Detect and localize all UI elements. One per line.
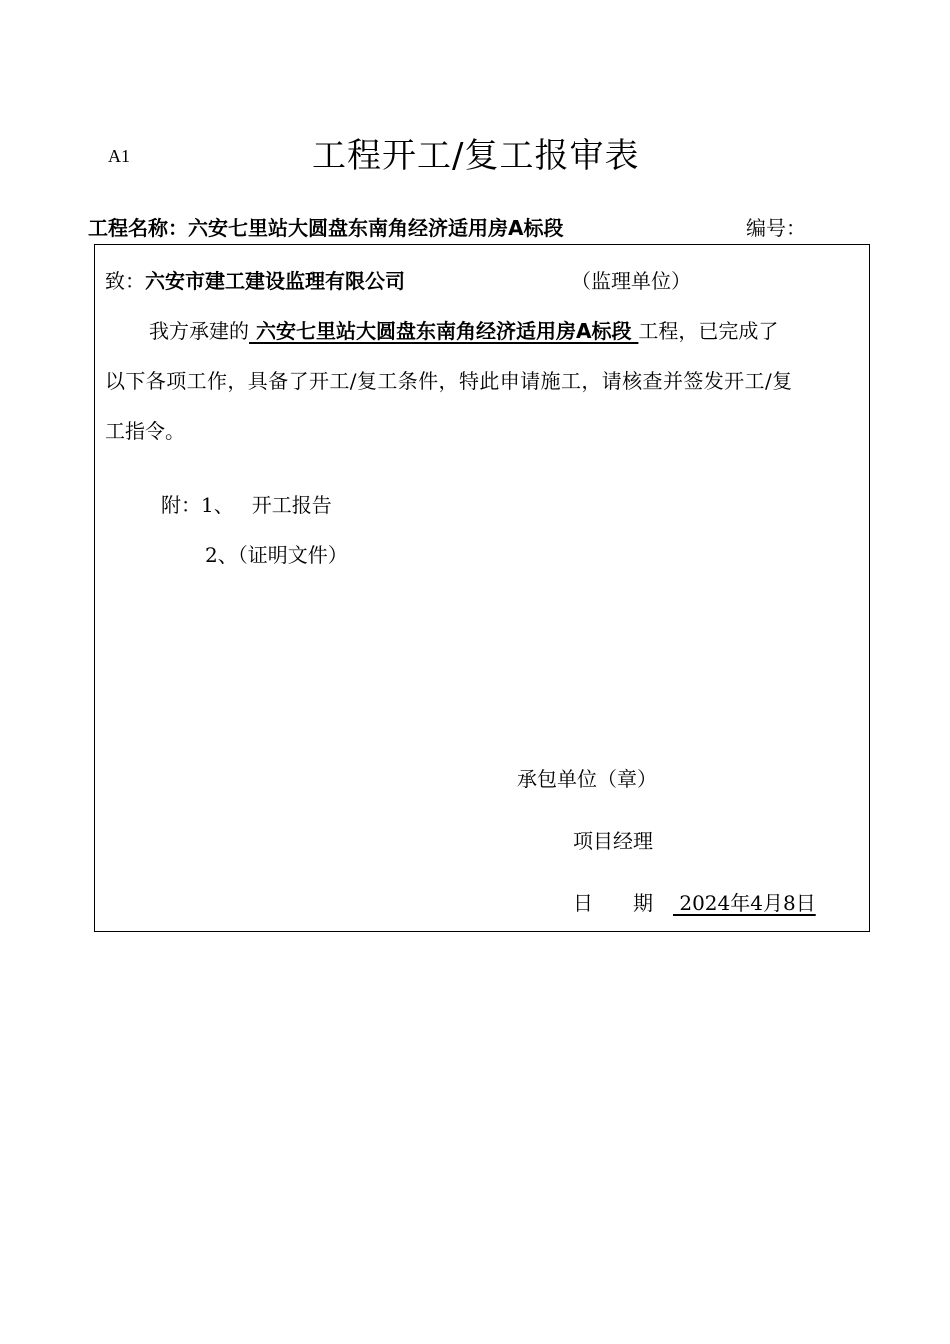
attachment-item-1 bbox=[161, 489, 332, 518]
project-name: 六安七里站大圆盘东南角经济适用房A标段 bbox=[188, 216, 564, 240]
recipient-role: （监理单位） bbox=[571, 269, 691, 293]
contractor-seal-label: 承包单位（章） bbox=[517, 767, 657, 791]
date-label: 日 期 bbox=[573, 891, 653, 915]
form-box bbox=[94, 244, 870, 932]
paragraph-line-2: 以下各项工作，具备了开工/复工条件，特此申请施工，请核查并签发开工/复 bbox=[105, 369, 793, 393]
number-label: 编号： bbox=[746, 216, 806, 240]
paragraph-suffix: 工程，已完成了 bbox=[638, 319, 779, 343]
date-line bbox=[573, 887, 816, 916]
recipient-line bbox=[105, 265, 405, 294]
paragraph-line-3: 工指令。 bbox=[105, 419, 185, 443]
project-name-line bbox=[88, 212, 563, 241]
attachment-label: 附：1、 bbox=[161, 493, 234, 517]
paragraph-prefix: 我方承建的 bbox=[149, 319, 249, 343]
page-title: 工程开工/复工报审表 bbox=[312, 136, 640, 176]
to-label: 致： bbox=[105, 269, 145, 293]
project-label: 工程名称： bbox=[88, 216, 188, 240]
attachment-item-2: 2、（证明文件） bbox=[205, 543, 348, 567]
recipient-company: 六安市建工建设监理有限公司 bbox=[145, 269, 405, 293]
date-value: 2024年4月8日 bbox=[673, 891, 816, 915]
attachment-item-1-text: 开工报告 bbox=[251, 493, 332, 517]
project-manager-label: 项目经理 bbox=[573, 829, 653, 853]
paragraph-line-1 bbox=[149, 315, 778, 344]
paragraph-project-name: 六安七里站大圆盘东南角经济适用房A标段 bbox=[249, 319, 639, 343]
form-code: A1 bbox=[108, 146, 130, 166]
